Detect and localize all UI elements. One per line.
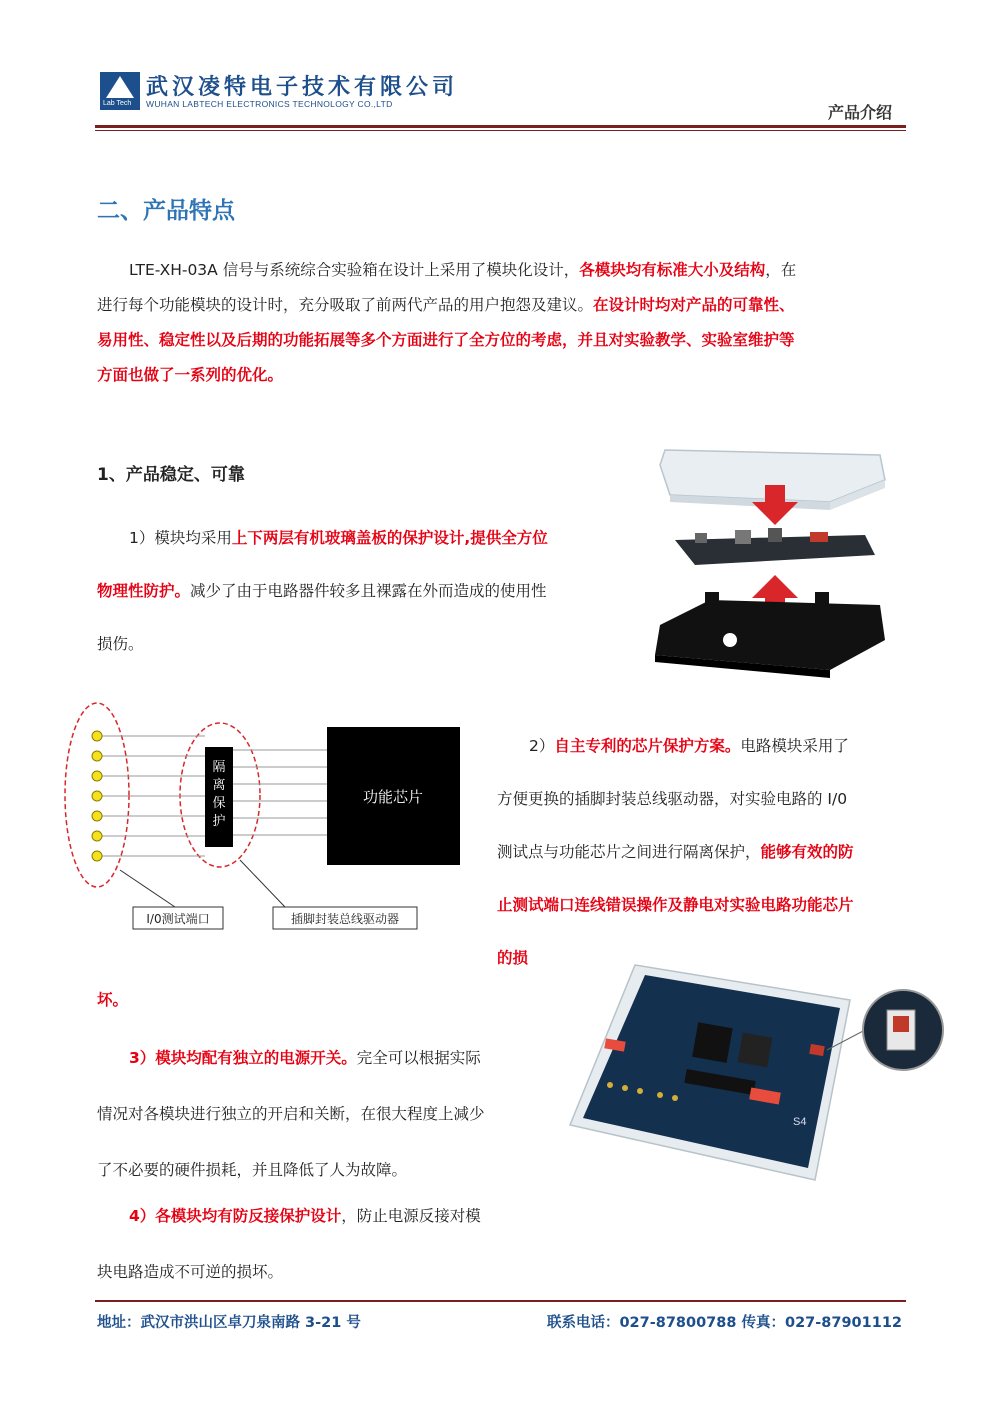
intro-highlight: 各模块均有标准大小及结构 xyxy=(579,261,766,279)
point-line xyxy=(97,1244,547,1300)
base-hole xyxy=(723,633,737,647)
isolation-label-1: 隔 xyxy=(212,760,226,775)
point-text: 了不必要的硬件损耗，并且降低了人为故障。 xyxy=(97,1161,408,1179)
point-text: 完全可以根据实际 xyxy=(356,1049,481,1067)
point-highlight: 物理性防护。 xyxy=(97,582,191,600)
point-text: ，防止电源反接对模 xyxy=(341,1207,481,1225)
base-post xyxy=(815,592,829,606)
point-1 xyxy=(97,512,617,671)
power-switch xyxy=(810,532,828,542)
intro-line xyxy=(97,253,907,288)
point-line xyxy=(97,512,617,565)
silk-label: S4 xyxy=(793,1116,807,1128)
point-highlight: 4）各模块均有防反接保护设计 xyxy=(129,1207,342,1225)
component xyxy=(735,530,751,544)
subsection-title: 1、产品稳定、可靠 xyxy=(97,465,245,485)
point-highlight: 坏。 xyxy=(97,991,129,1009)
section-title: 二、产品特点 xyxy=(97,198,235,224)
point-text: 损伤。 xyxy=(97,635,144,653)
point-highlight: 3）模块均配有独立的电源开关。 xyxy=(129,1049,357,1067)
point-text: 2） xyxy=(529,737,555,755)
section-label: 产品介绍 xyxy=(827,103,892,122)
chip-label: 功能芯片 xyxy=(362,788,424,806)
point-highlight: 的损 xyxy=(497,949,529,967)
intro-line xyxy=(97,288,907,323)
company-name-cn: 武汉凌特电子技术有限公司 xyxy=(146,75,459,100)
isolation-label-4: 护 xyxy=(212,814,226,829)
point-line xyxy=(97,565,617,618)
point-line xyxy=(97,1188,547,1244)
module-board-image xyxy=(565,950,945,1185)
intro-highlight: 易用性、稳定性以及后期的功能拓展等多个方面进行了全方位的考虑，并且对实验教学、实验室维护等 xyxy=(97,331,795,349)
point-text: 电路模块采用了 xyxy=(740,737,849,755)
point-highlight: 能够有效的防 xyxy=(760,843,854,861)
header-rule xyxy=(95,125,906,128)
intro-text: 进行每个功能模块的设计时，充分吸取了前两代产品的用户抱怨及建议。 xyxy=(97,296,594,314)
intro-paragraph xyxy=(97,253,907,393)
footer-rule xyxy=(95,1300,906,1302)
isolation-diagram xyxy=(55,695,475,940)
isolation-label-2: 离 xyxy=(212,778,226,793)
base-post xyxy=(705,592,719,606)
header-rule-thin xyxy=(95,130,906,131)
intro-tail: ，在 xyxy=(765,261,797,279)
footer-contact: 联系电话：027-87800788 传真：027-87901112 xyxy=(546,1315,902,1331)
footer-address: 地址：武汉市洪山区卓刀泉南路 3-21 号 xyxy=(97,1315,361,1331)
intro-line xyxy=(97,358,907,393)
point-line xyxy=(97,1030,547,1086)
ic-chip xyxy=(738,1033,773,1068)
case-exploded-image xyxy=(650,440,890,680)
driver-label: 插脚封装总线驱动器 xyxy=(290,912,400,926)
io-callout-line xyxy=(120,870,175,907)
logo-mountain-icon xyxy=(106,76,134,98)
intro-text: LTE-XH-03A 信号与系统综合实验箱在设计上采用了模块化设计， xyxy=(129,261,580,279)
point-line xyxy=(497,826,907,879)
point-3 xyxy=(97,1030,547,1198)
isolation-label-3: 保 xyxy=(212,796,226,811)
point-text: 方便更换的插脚封装总线驱动器，对实验电路的 I/0 xyxy=(497,790,848,808)
intro-line xyxy=(97,323,907,358)
point-text: 减少了由于电路器件较多且裸露在外而造成的使用性 xyxy=(190,582,547,600)
point-text: 块电路造成不可逆的损坏。 xyxy=(97,1263,284,1281)
point-text: 测试点与功能芯片之间进行隔离保护， xyxy=(497,843,761,861)
point-line xyxy=(497,879,907,932)
intro-highlight: 在设计时均对产品的可靠性、 xyxy=(593,296,795,314)
point-highlight: 自主专利的芯片保护方案。 xyxy=(554,737,741,755)
ic-chip xyxy=(692,1022,733,1063)
driver-callout-line xyxy=(240,860,285,907)
point-highlight: 止测试端口连线错误操作及静电对实验电路功能芯片 xyxy=(497,896,854,914)
point-text: 情况对各模块进行独立的开启和关断，在很大程度上减少 xyxy=(97,1105,485,1123)
test-points xyxy=(92,731,102,861)
company-logo xyxy=(100,72,140,110)
intro-highlight: 方面也做了一系列的优化。 xyxy=(97,366,284,384)
point-line xyxy=(497,720,907,773)
point-line xyxy=(497,773,907,826)
logo-text: Lab Tech xyxy=(103,100,132,107)
io-label: I/0测试端口 xyxy=(146,912,210,926)
component xyxy=(768,528,782,542)
component xyxy=(695,533,707,543)
point-line xyxy=(97,618,617,671)
point-highlight: 上下两层有机玻璃盖板的保护设计,提供全方位 xyxy=(231,529,548,547)
point-2 xyxy=(497,720,907,985)
point-text: 1）模块均采用 xyxy=(129,529,232,547)
point-4 xyxy=(97,1188,547,1300)
point-line xyxy=(97,1086,547,1142)
point-2-continued xyxy=(97,980,197,1020)
switch-zoom-toggle xyxy=(893,1016,909,1032)
company-name-en: WUHAN LABTECH ELECTRONICS TECHNOLOGY CO.,LTD xyxy=(146,99,393,109)
